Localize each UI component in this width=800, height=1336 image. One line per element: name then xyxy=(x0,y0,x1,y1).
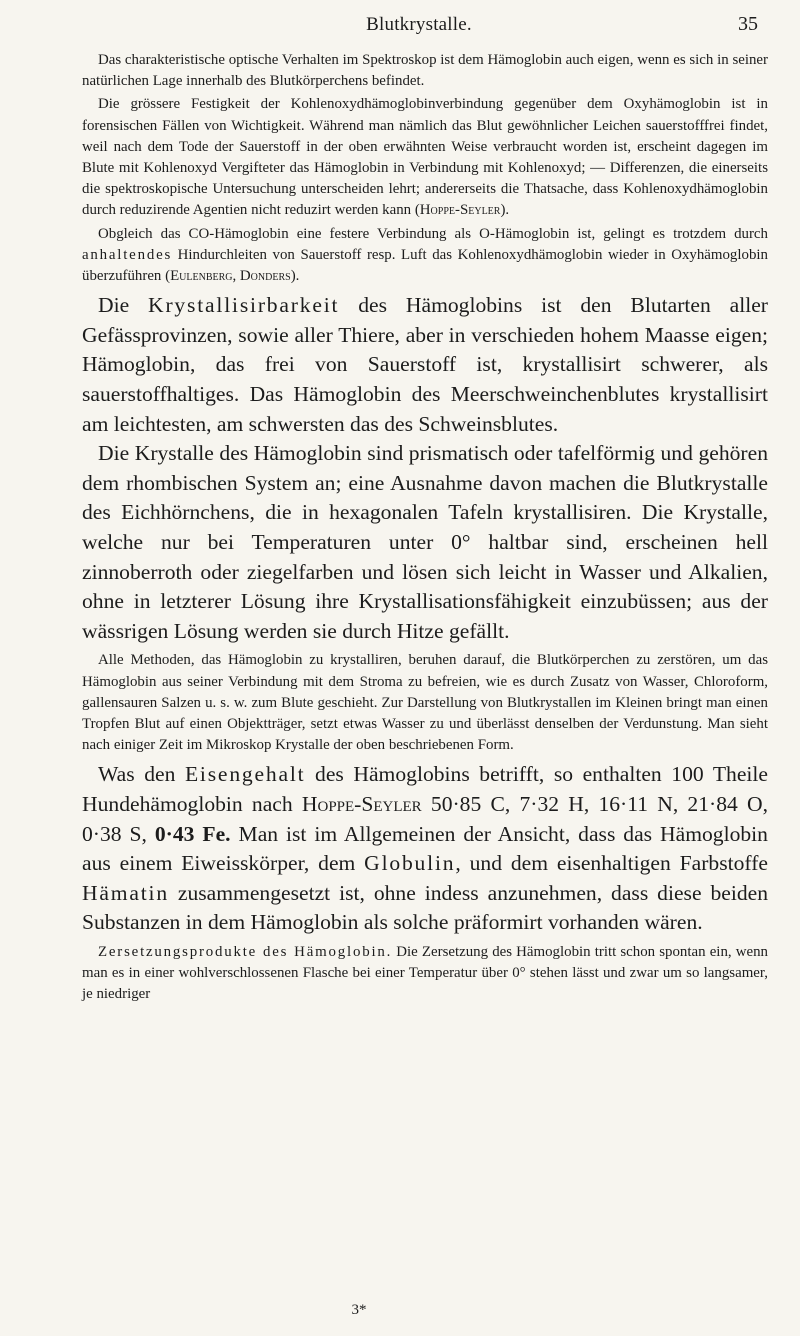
running-title: Blutkrystalle. xyxy=(366,14,472,35)
bold-value: 0·43 Fe. xyxy=(154,821,231,846)
page-header xyxy=(80,14,758,38)
paragraph-text: 50·85 C, 7·32 H, 16·11 N, 21·84 O, 0·38 S, xyxy=(82,791,768,846)
emphasis-text: Eisengehalt xyxy=(184,762,306,787)
paragraph-text: Hindurchleiten von Sauerstoff resp. Luft das Kohlenoxydhämoglobin wieder in Oxyhämoglobin überzuführen ( xyxy=(82,246,768,285)
emphasis-text: anhaltendes xyxy=(82,246,173,263)
paragraph-text: Man ist im Allgemeinen der Ansicht, dass das Hämoglobin aus einem Eiweisskörper, dem xyxy=(82,821,768,876)
paragraph-iron-content xyxy=(82,760,768,938)
paragraph-text: ). xyxy=(290,268,300,285)
emphasis-text: Krystallisirbarkeit xyxy=(148,293,340,318)
paragraph-co-hemoglobin xyxy=(82,94,768,221)
paragraph-spectroscope: Das charakteristische optische Verhalten im Spektroskop ist dem Hämoglobin auch eigen, wenn es sich in seiner natürlichen Lage innerhalb des Blutkörperchens befindet. xyxy=(82,52,768,90)
paragraph-crystal-forms: Die Krystalle des Hämoglobin sind prismatisch oder tafelförmig und gehören dem rhombischen System an; eine Ausnahme davon machen die Blutkrystalle des Eichhörnchens, die in hexagonalen Tafeln krystallisiren. Die Krystalle, welche nur bei Temperaturen unter 0° haltbar sind, erscheinen hell zinnoberroth oder ziegelfarben und lösen sich leicht in Wasser und Alkalien, ohne in letzterer Lösung ihre Krystallisationsfähigkeit einzubüssen; aus der wässrigen Lösung werden sie durch Hitze gefällt. xyxy=(82,441,768,643)
signature-mark: 3* xyxy=(351,1302,367,1318)
page-body xyxy=(82,50,768,1006)
paragraph-text: , und dem eisenhaltigen Farbstoffe xyxy=(455,851,768,876)
paragraph-text: Die Zersetzung des Hämoglobin tritt schon spontan ein, wenn man es in einer wohlverschlossenen Flasche bei einer Temperatur über 0° stehen lässt und zwar um so langsamer, je niedriger xyxy=(82,943,768,1003)
emphasis-text: Globulin xyxy=(364,851,456,876)
paragraph-text: Obgleich das CO-Hämoglobin eine festere Verbindung als O-Hämoglobin ist, gelingt es trotzdem durch xyxy=(98,225,768,242)
emphasis-text: Hämatin xyxy=(82,880,169,905)
paragraph-text: Die grössere Festigkeit der Kohlenoxydhämoglobinverbindung gegenüber dem Oxyhämoglobin ist in forensischen Fällen von Wichtigkeit. Während man nämlich das Blut gewöhnlicher Leichen sauerstofffrei findet, weil nach dem Tode der Sauerstoff in der oben erwähnten Weise verbraucht worden ist, erscheint dagegen im Blute mit Kohlenoxyd Vergifteter das Hämoglobin in Verbindung mit Kohlenoxyd; — Differenzen, die einerseits die spektroskopische Untersuchung unterscheiden lehrt; andererseits die Thatsache, dass Kohlenoxydhämoglobin durch reduzirende Agentien nicht reduzirt werden kann ( xyxy=(82,96,768,219)
paragraph-text: des Hämoglobins ist den Blutarten aller Gefässprovinzen, sowie aller Thiere, aber in verschieden hohem Maasse eigen; Hämoglobin, das frei von Sauerstoff ist, krystallisirt schwerer, als sauerstoffhaltiges. Das Hämoglobin des Meerschweinchenblutes krystallisirt am leichtesten, am schwersten das des Schweinsblutes. xyxy=(82,293,768,436)
paragraph-text: des Hämoglobins betrifft, so enthalten 100 Theile Hundehämoglobin nach xyxy=(82,762,768,816)
page-number: 35 xyxy=(738,13,758,35)
paragraph-text: Die xyxy=(98,293,149,318)
emphasis-text: Zersetzungsprodukte des Hämoglobin. xyxy=(98,943,393,960)
paragraph-text: zusammengesetzt ist, ohne indess anzunehmen, dass diese beiden Substanzen in dem Hämoglobin als solche präformirt vorhanden wären. xyxy=(82,880,768,935)
paragraph-text: ). xyxy=(500,202,510,219)
author-name: Eulenberg, Donders xyxy=(170,268,291,285)
paragraph-text: Was den xyxy=(98,762,185,787)
paragraph-crystallizability xyxy=(82,291,768,439)
paragraph-methods: Alle Methoden, das Hämoglobin zu krystalliren, beruhen darauf, die Blutkörperchen zu zerstören, um das Hämoglobin aus seiner Verbindung mit dem Stroma zu befreien, wie es durch Zusatz von Wasser, Chloroform, gallensauren Salzen u. s. w. zum Blute geschieht. Zur Darstellung von Blutkrystallen im Kleinen bringt man einen Tropfen Blut auf einen Objektträger, setzt etwas Wasser zu und überlässt denselben der Verdunstung. Man sieht nach einiger Zeit im Mikroskop Krystalle der oben beschriebenen Form. xyxy=(82,652,768,754)
paragraph-decomposition xyxy=(82,942,768,1006)
author-name: Hoppe-Seyler xyxy=(419,202,501,219)
author-name: Hoppe-Seyler xyxy=(301,791,422,816)
paragraph-oxygen-restoration xyxy=(82,224,768,288)
